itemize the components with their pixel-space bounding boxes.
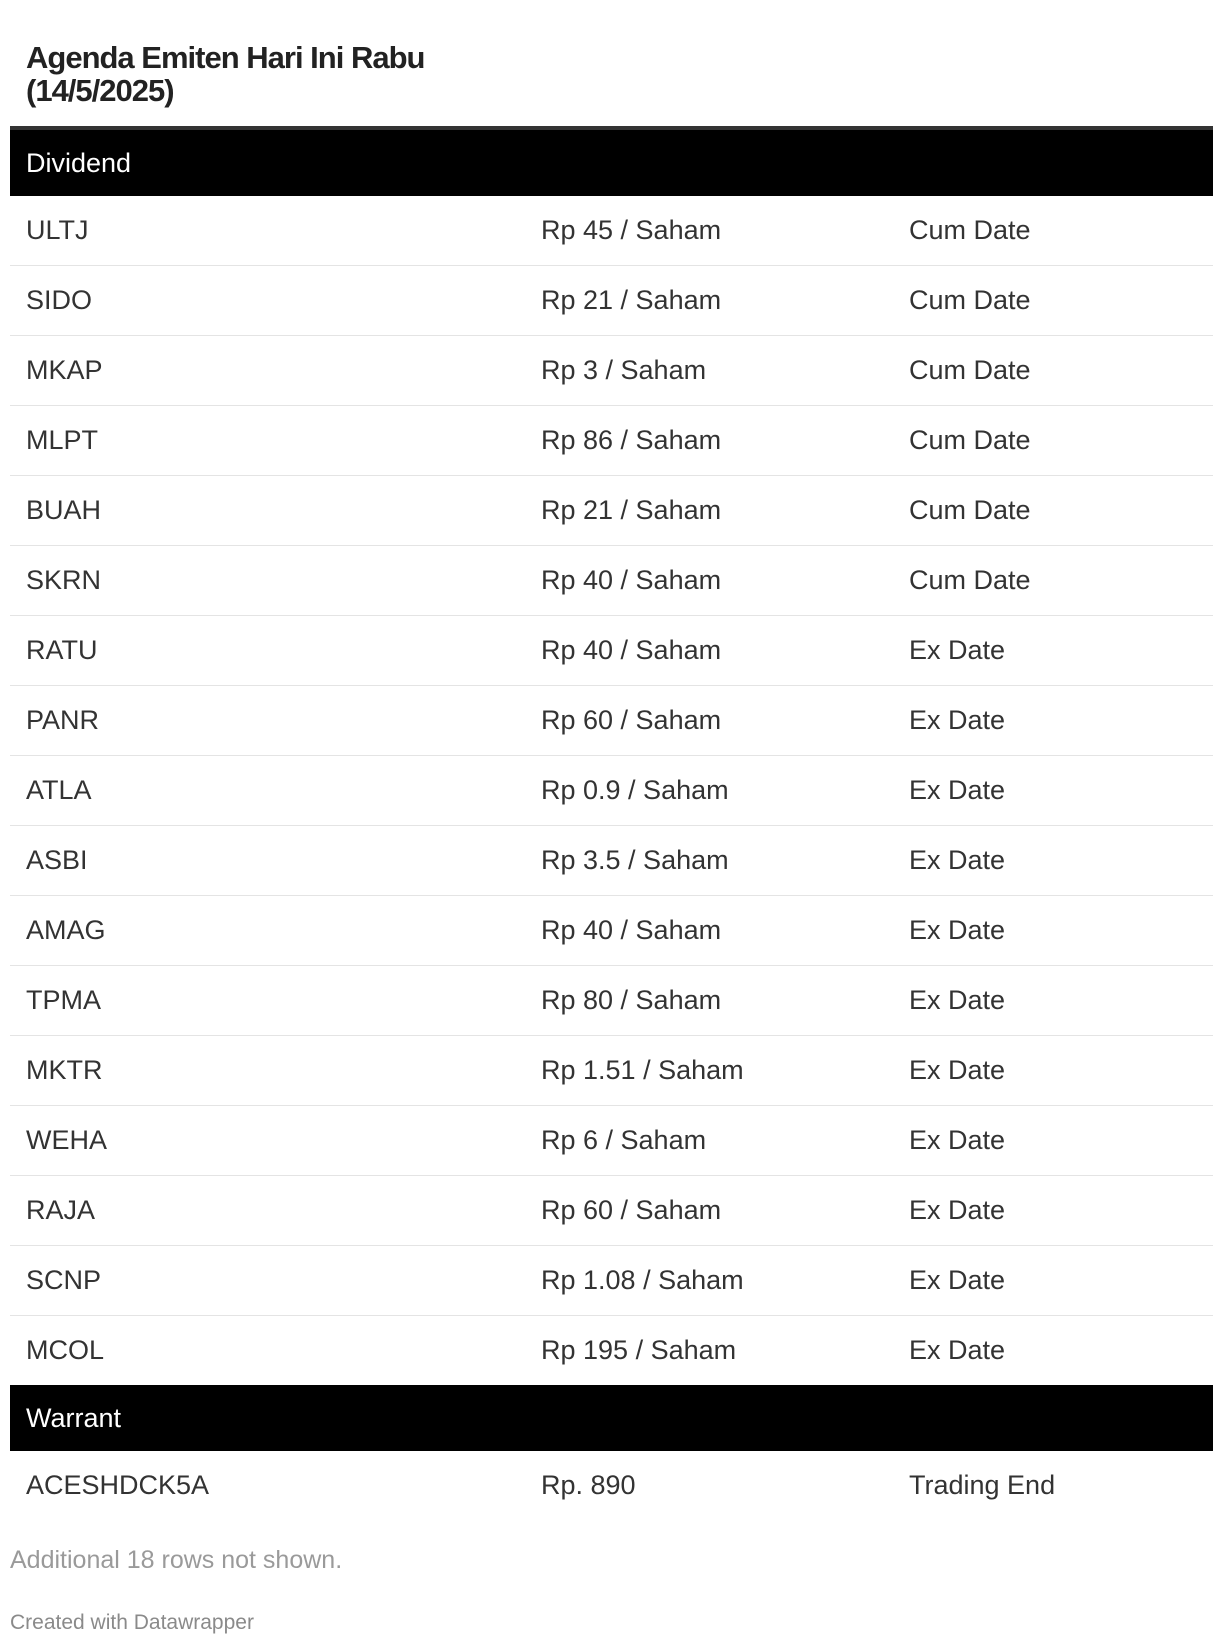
stock-code-cell: ACESHDCK5A — [26, 1470, 210, 1500]
status-cell: Cum Date — [909, 565, 1031, 595]
status-cell: Ex Date — [909, 775, 1006, 805]
status-cell: Ex Date — [909, 915, 1006, 945]
amount-cell: Rp 60 / Saham — [541, 705, 722, 735]
stock-code-cell: ULTJ — [26, 215, 89, 245]
status-cell: Cum Date — [909, 215, 1031, 245]
stock-code-cell: MKAP — [26, 355, 103, 385]
amount-cell: Rp 3 / Saham — [541, 355, 707, 385]
amount-cell: Rp 0.9 / Saham — [541, 775, 729, 805]
table-row — [10, 266, 1213, 336]
amount-cell: Rp 40 / Saham — [541, 635, 722, 665]
table-row — [10, 1036, 1213, 1106]
table-row — [10, 476, 1213, 546]
stock-code-cell: ASBI — [26, 845, 88, 875]
amount-cell: Rp 60 / Saham — [541, 1195, 722, 1225]
table-title: Agenda Emiten Hari Ini Rabu (14/5/2025) — [26, 40, 425, 108]
status-cell: Ex Date — [909, 1055, 1006, 1085]
stock-code-cell: BUAH — [26, 495, 102, 525]
amount-cell: Rp 86 / Saham — [541, 425, 722, 455]
amount-cell: Rp 21 / Saham — [541, 495, 722, 525]
status-cell: Cum Date — [909, 425, 1031, 455]
stock-code-cell: SKRN — [26, 565, 102, 595]
table-row — [10, 756, 1213, 826]
table-row — [10, 616, 1213, 686]
status-cell: Ex Date — [909, 1195, 1006, 1225]
table-row — [10, 406, 1213, 476]
stock-code-cell: MKTR — [26, 1055, 103, 1085]
status-cell: Cum Date — [909, 495, 1031, 525]
stock-code-cell: SCNP — [26, 1265, 102, 1295]
amount-cell: Rp 195 / Saham — [541, 1335, 737, 1365]
status-cell: Cum Date — [909, 355, 1031, 385]
stock-code-cell: WEHA — [26, 1125, 107, 1155]
amount-cell: Rp 80 / Saham — [541, 985, 722, 1015]
status-cell: Ex Date — [909, 705, 1006, 735]
table-row — [10, 1451, 1213, 1520]
stock-code-cell: SIDO — [26, 285, 93, 315]
amount-cell: Rp 3.5 / Saham — [541, 845, 729, 875]
stock-code-cell: PANR — [26, 705, 100, 735]
amount-cell: Rp 40 / Saham — [541, 915, 722, 945]
status-cell: Ex Date — [909, 1125, 1006, 1155]
status-cell: Trading End — [909, 1470, 1056, 1500]
table-row — [10, 1176, 1213, 1246]
stock-code-cell: MLPT — [26, 425, 99, 455]
table-row — [10, 686, 1213, 756]
table-row — [10, 966, 1213, 1036]
status-cell: Ex Date — [909, 635, 1006, 665]
stock-code-cell: AMAG — [26, 915, 106, 945]
datawrapper-credit-link[interactable]: Created with Datawrapper — [10, 1611, 254, 1634]
table-row — [10, 1106, 1213, 1176]
amount-cell: Rp 1.08 / Saham — [541, 1265, 744, 1295]
table-row — [10, 196, 1213, 266]
group-header-warrant: Warrant — [10, 1385, 1213, 1451]
stock-code-cell: MCOL — [26, 1335, 105, 1365]
table-row — [10, 826, 1213, 896]
table-row — [10, 1316, 1213, 1385]
amount-cell: Rp. 890 — [541, 1470, 636, 1500]
status-cell: Ex Date — [909, 1335, 1006, 1365]
status-cell: Ex Date — [909, 985, 1006, 1015]
status-cell: Cum Date — [909, 285, 1031, 315]
stock-code-cell: RAJA — [26, 1195, 96, 1225]
stock-code-cell: ATLA — [26, 775, 92, 805]
status-cell: Ex Date — [909, 1265, 1006, 1295]
table-row — [10, 336, 1213, 406]
table-row — [10, 546, 1213, 616]
status-cell: Ex Date — [909, 845, 1006, 875]
amount-cell: Rp 6 / Saham — [541, 1125, 707, 1155]
amount-cell: Rp 45 / Saham — [541, 215, 722, 245]
group-header-dividend: Dividend — [10, 130, 1213, 196]
agenda-table — [10, 126, 1213, 1520]
stock-code-cell: RATU — [26, 635, 98, 665]
table-row — [10, 896, 1213, 966]
stock-code-cell: TPMA — [26, 985, 102, 1015]
amount-cell: Rp 40 / Saham — [541, 565, 722, 595]
table-row — [10, 1246, 1213, 1316]
amount-cell: Rp 1.51 / Saham — [541, 1055, 744, 1085]
amount-cell: Rp 21 / Saham — [541, 285, 722, 315]
rows-not-shown-note: Additional 18 rows not shown. — [10, 1546, 343, 1574]
